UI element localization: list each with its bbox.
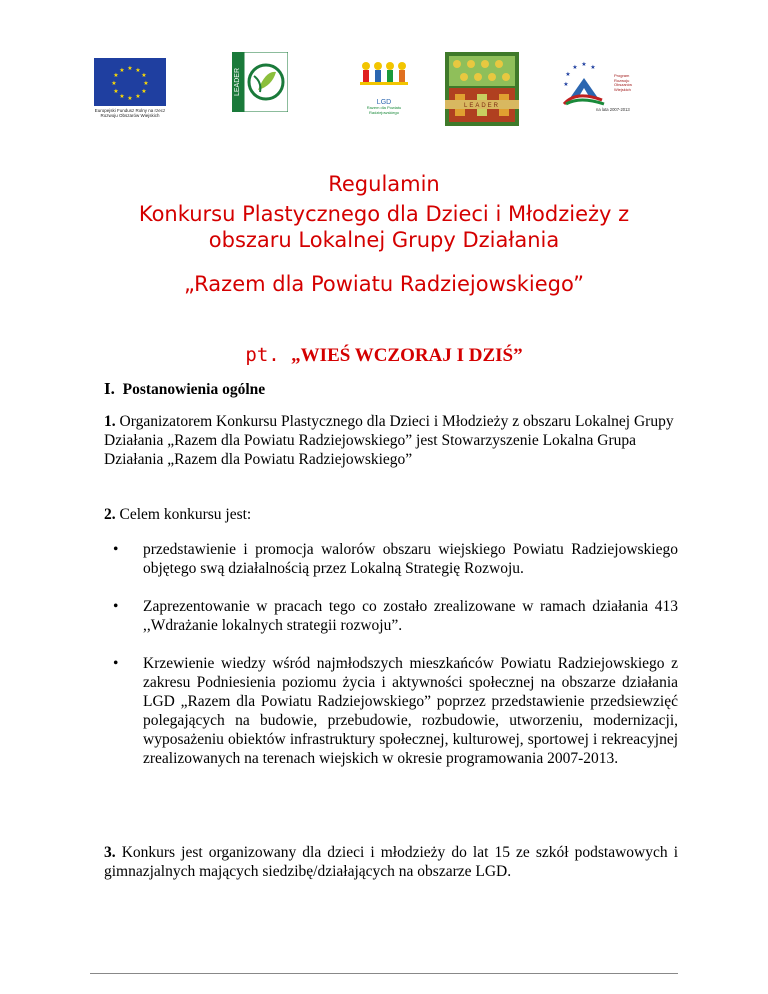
svg-text:★: ★ <box>113 88 119 95</box>
list-item-text: Zaprezentowanie w pracach tego co zostało zrealizowane w ramach działania 413 ,,Wdrażanie lokalnych strategii rozwoju”. <box>143 598 678 634</box>
list-item-text: przedstawienie i promocja walorów obszaru wiejskiego Powiatu Radziejowskiego objętego swą działalnością przez Lokalną Strategię Rozwoju. <box>143 541 678 577</box>
prow-logo <box>556 60 648 122</box>
title-line-2: Konkursu Plastycznego dla Dzieci i Młodzieży z <box>138 202 630 226</box>
prow-years: na lata 2007-2013 <box>596 107 630 112</box>
svg-text:★: ★ <box>141 72 147 79</box>
paragraph-2-number: 2. <box>104 506 116 523</box>
svg-text:★: ★ <box>119 93 125 100</box>
list-item <box>104 597 678 635</box>
paragraph-2-text: Celem konkursu jest: <box>115 506 252 523</box>
children-figures-icon <box>358 60 410 92</box>
svg-text:★: ★ <box>111 80 117 87</box>
lgd-subtitle: Razem dla Powiatu Radziejowskiego <box>366 105 402 115</box>
svg-text:★: ★ <box>135 93 141 100</box>
motto-prefix: pt. <box>245 344 292 366</box>
paragraph-1-text: Organizatorem Konkursu Plastycznego dla Dzieci i Młodzieży z obszaru Lokalnej Grupy Działania „Razem dla Powiatu Radziejowskiego” jest Stowarzyszenie Lokalna Grupa Działania „Razem dla Powiatu Radziejowskiego” <box>104 413 674 468</box>
footer-divider <box>90 973 678 974</box>
section-number: I. <box>104 379 115 398</box>
prow-emblem-icon <box>556 60 612 106</box>
svg-text:★: ★ <box>127 95 133 102</box>
svg-text:★: ★ <box>119 67 125 74</box>
section-title: Postanowienia ogólne <box>122 381 266 398</box>
bullet-icon: • <box>113 541 119 558</box>
list-item <box>104 540 678 578</box>
list-item <box>104 654 678 768</box>
eu-logo <box>94 58 166 118</box>
paragraph-1-number: 1. <box>104 413 116 430</box>
title-line-4: „Razem dla Powiatu Radziejowskiego” <box>184 272 584 296</box>
svg-text:★: ★ <box>581 61 587 68</box>
svg-text:★: ★ <box>572 64 578 71</box>
goals-list <box>104 540 678 787</box>
list-item-text: Krzewienie wiedzy wśród najmłodszych mieszkańców Powiatu Radziejowskiego z zakresu Podniesienia poziomu życia i aktywności społecznej na obszarze działania LGD „Razem dla Powiatu Radziejowskiego” poprzez przedstawienie przedsiewzięć polegających na budowie, przebudowie, rozbudowie, utworzeniu, modernizacji, wyposażeniu obiektów infrastruktury społecznej, kulturowej, sportowej i rekreacyjnej zrealizowanych na terenach wiejskich w okresie programowania 2007-2013. <box>143 655 678 767</box>
svg-text:★: ★ <box>141 88 147 95</box>
eu-flag-icon <box>94 58 166 106</box>
svg-text:★: ★ <box>127 65 133 72</box>
svg-text:★: ★ <box>143 80 149 87</box>
bullet-icon: • <box>113 598 119 615</box>
leader-vertical-text: LEADER <box>234 67 241 96</box>
bullet-icon: • <box>113 655 119 672</box>
paragraph-3-text: Konkurs jest organizowany dla dzieci i młodzieży do lat 15 ze szkół podstawowych i gimnazjalnych mających siedzibę/działających na obszarze LGD. <box>104 844 678 880</box>
leader-mosaic-logo <box>445 52 519 126</box>
eu-caption: Europejski Fundusz Rolny na rzecz Rozwoju Obszarów Wiejskich <box>94 108 166 118</box>
title-line-3: obszaru Lokalnej Grupy Działania <box>208 228 560 252</box>
paragraph-3-number: 3. <box>104 844 116 861</box>
svg-text:★: ★ <box>565 71 571 78</box>
motto-title: „WIEŚ WCZORAJ I DZIŚ” <box>291 345 523 366</box>
svg-text:★: ★ <box>135 67 141 74</box>
logo-bar <box>0 50 768 130</box>
prow-text: Program Rozwoju Obszarów Wiejskich <box>614 73 633 92</box>
leader2-text: LEADER <box>463 103 501 109</box>
svg-text:★: ★ <box>590 64 596 71</box>
svg-text:★: ★ <box>113 72 119 79</box>
leader-logo <box>232 52 288 112</box>
lgd-label: LGD <box>376 99 392 106</box>
contest-motto <box>0 340 768 370</box>
paragraph-3 <box>104 843 678 881</box>
title-regulamin: Regulamin <box>328 172 440 196</box>
svg-text:★: ★ <box>563 81 569 88</box>
section-heading <box>104 379 265 399</box>
lgd-logo <box>358 60 410 128</box>
paragraph-2 <box>104 505 678 524</box>
paragraph-1 <box>104 412 678 469</box>
